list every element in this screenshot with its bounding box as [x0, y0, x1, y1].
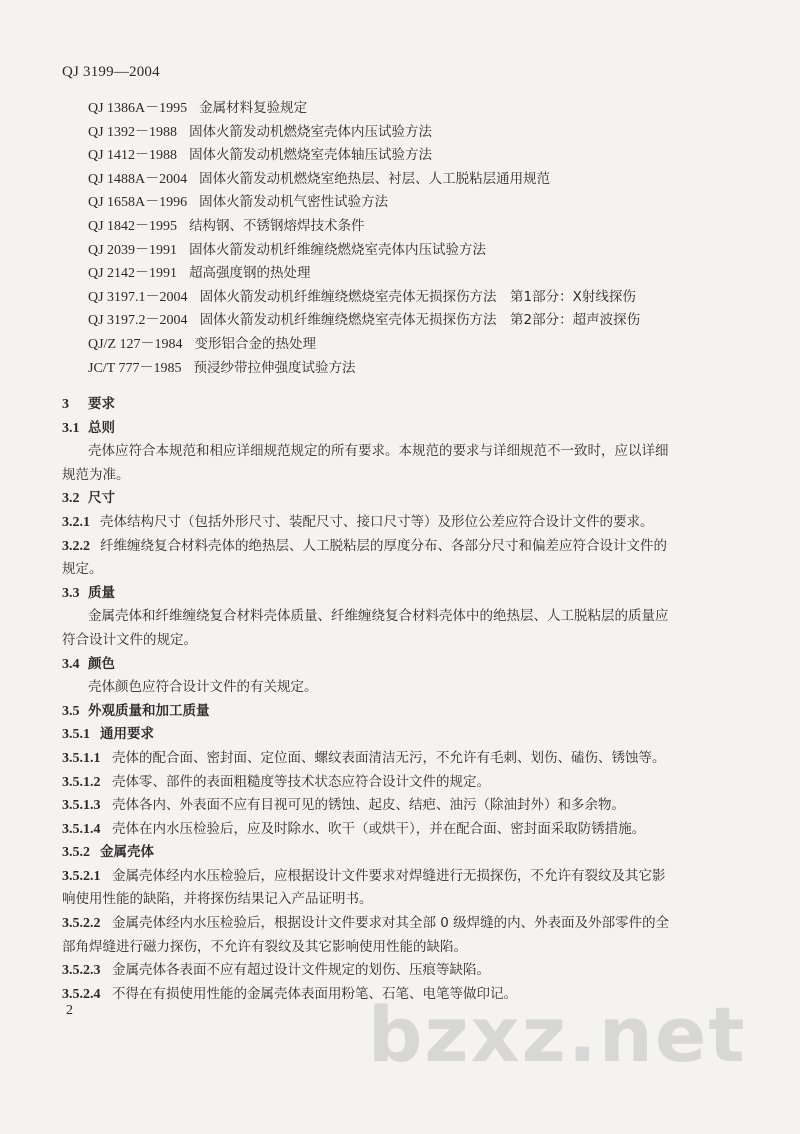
reference-code: QJ 1412－1988 [88, 148, 178, 164]
section-number: 3.4 [62, 656, 80, 672]
reference-item [88, 309, 640, 333]
reference-code: QJ 1488A－2004 [88, 171, 188, 187]
reference-title: 变形铝合金的热处理 [194, 335, 316, 352]
section-title: 通用要求 [100, 726, 154, 743]
section-title: 质量 [88, 584, 115, 601]
reference-code: QJ 1386A－1995 [88, 101, 188, 116]
paragraph-text: 壳体在内水压检验后，应及时除水、吹干（或烘干），并在配合面、密封面采取防锈措施。 [112, 820, 646, 837]
paragraph-line: 规定。 [62, 561, 103, 578]
paragraph-line: 壳体颜色应符合设计文件的有关规定。 [88, 679, 318, 696]
reference-item [88, 215, 640, 239]
paragraph-text: 金属壳体经内水压检验后，根据设计文件要求对其全部 0 级焊缝的内、外表面及外部零件的全 [112, 915, 670, 932]
paragraph-text: 壳体结构尺寸（包括外形尺寸、装配尺寸、接口尺寸等）及形位公差应符合设计文件的要求。 [100, 513, 654, 530]
document-body [62, 393, 742, 1006]
reference-item [88, 168, 640, 192]
reference-title: 固体火箭发动机燃烧室绝热层、衬层、人工脱粘层通用规范 [199, 170, 551, 187]
reference-item [88, 333, 640, 357]
section-number: 3.5.1.2 [62, 774, 101, 790]
reference-item [88, 144, 640, 168]
paragraph-text: 壳体的配合面、密封面、定位面、螺纹表面清洁无污，不允许有毛刺、划伤、磕伤、锈蚀等。 [112, 749, 666, 766]
reference-item [88, 286, 640, 310]
section-number: 3 [62, 397, 69, 412]
reference-title: 超高强度钢的热处理 [189, 265, 311, 282]
section-number: 3.2 [62, 491, 80, 507]
paragraph-line: 响使用性能的缺陷，并将探伤结果记入产品证明书。 [62, 891, 373, 908]
reference-title: 金属材料复验规定 [199, 100, 308, 116]
reference-title: 结构钢、不锈钢熔焊技术条件 [189, 217, 365, 234]
section-number: 3.5.2.2 [62, 916, 101, 932]
reference-code: QJ 2142－1991 [88, 266, 178, 282]
section-number: 3.5.1 [62, 727, 90, 743]
paragraph-text: 不得在有损使用性能的金属壳体表面用粉笔、石笔、电笔等做印记。 [112, 985, 517, 1002]
section-number: 3.1 [62, 420, 80, 436]
section-number: 3.5.2 [62, 845, 90, 861]
reference-code: JC/T 777－1985 [88, 360, 182, 376]
paragraph-text: 纤维缠绕复合材料壳体的绝热层、人工脱粘层的厚度分布、各部分尺寸和偏差应符合设计文件的 [100, 537, 667, 554]
section-number: 3.5.1.4 [62, 821, 101, 837]
section-number: 3.5.1.1 [62, 750, 101, 766]
section-title: 颜色 [88, 655, 115, 672]
section-number: 3.2.1 [62, 514, 90, 530]
paragraph-line: 壳体应符合本规范和相应详细规范规定的所有要求。本规范的要求与详细规范不一致时，应以详细 [88, 443, 669, 460]
paragraph-text: 金属壳体经内水压检验后，应根据设计文件要求对焊缝进行无损探伤，不允许有裂纹及其它影 [112, 867, 666, 884]
section-number: 3.2.2 [62, 538, 90, 554]
reference-code: QJ 3197.2－2004 [88, 313, 188, 329]
paragraph-text: 壳体零、部件的表面粗糙度等技术状态应符合设计文件的规定。 [112, 773, 490, 790]
section-title: 尺寸 [88, 490, 115, 507]
paragraph-text: 金属壳体各表面不应有超过设计文件规定的划伤、压痕等缺陷。 [112, 962, 490, 979]
reference-item [88, 357, 640, 381]
reference-code: QJ 1392－1988 [88, 124, 178, 140]
section-number: 3.5.2.3 [62, 963, 101, 979]
reference-title: 固体火箭发动机燃烧室壳体轴压试验方法 [189, 147, 433, 164]
reference-code: QJ 3197.1－2004 [88, 289, 188, 305]
section-number: 3.5.1.3 [62, 798, 101, 814]
paragraph-text: 壳体各内、外表面不应有目视可见的锈蚀、起皮、结疤、油污（除油封外）和多余物。 [112, 797, 625, 814]
reference-item [88, 121, 640, 145]
reference-list [88, 97, 640, 380]
standard-header: QJ 3199—2004 [62, 64, 160, 80]
reference-item [88, 97, 640, 121]
section-number: 3.3 [62, 585, 80, 601]
section-title: 要求 [88, 396, 115, 412]
section-number: 3.5 [62, 703, 80, 719]
paragraph-line: 符合设计文件的规定。 [62, 631, 197, 648]
reference-title: 固体火箭发动机纤维缠绕燃烧室壳体无损探伤方法 第1部分：X射线探伤 [199, 288, 636, 305]
page-number: 2 [66, 1003, 73, 1018]
reference-item [88, 239, 640, 263]
reference-code: QJ/Z 127－1984 [88, 336, 183, 352]
reference-code: QJ 2039－1991 [88, 242, 178, 258]
paragraph-line: 金属壳体和纤维缠绕复合材料壳体质量、纤维缠绕复合材料壳体中的绝热层、人工脱粘层的质量应 [88, 608, 669, 625]
reference-title: 固体火箭发动机气密性试验方法 [199, 194, 389, 211]
reference-code: QJ 1842－1995 [88, 218, 178, 234]
reference-item [88, 262, 640, 286]
section-number: 3.5.2.1 [62, 868, 101, 884]
section-title: 外观质量和加工质量 [88, 702, 210, 719]
reference-title: 预浸纱带拉伸强度试验方法 [193, 359, 356, 376]
section-number: 3.5.2.4 [62, 986, 101, 1002]
watermark: bzxz.net [368, 990, 747, 1079]
reference-title: 固体火箭发动机纤维缠绕燃烧室壳体内压试验方法 [189, 241, 487, 258]
paragraph-line: 规范为准。 [62, 466, 130, 483]
reference-code: QJ 1658A－1996 [88, 195, 188, 211]
reference-title: 固体火箭发动机纤维缠绕燃烧室壳体无损探伤方法 第2部分：超声波探伤 [199, 312, 641, 329]
reference-item [88, 191, 640, 215]
reference-title: 固体火箭发动机燃烧室壳体内压试验方法 [189, 123, 433, 140]
section-title: 总则 [88, 419, 115, 436]
section-title: 金属壳体 [100, 844, 154, 861]
paragraph-line: 部角焊缝进行磁力探伤，不允许有裂纹及其它影响使用性能的缺陷。 [62, 938, 467, 955]
